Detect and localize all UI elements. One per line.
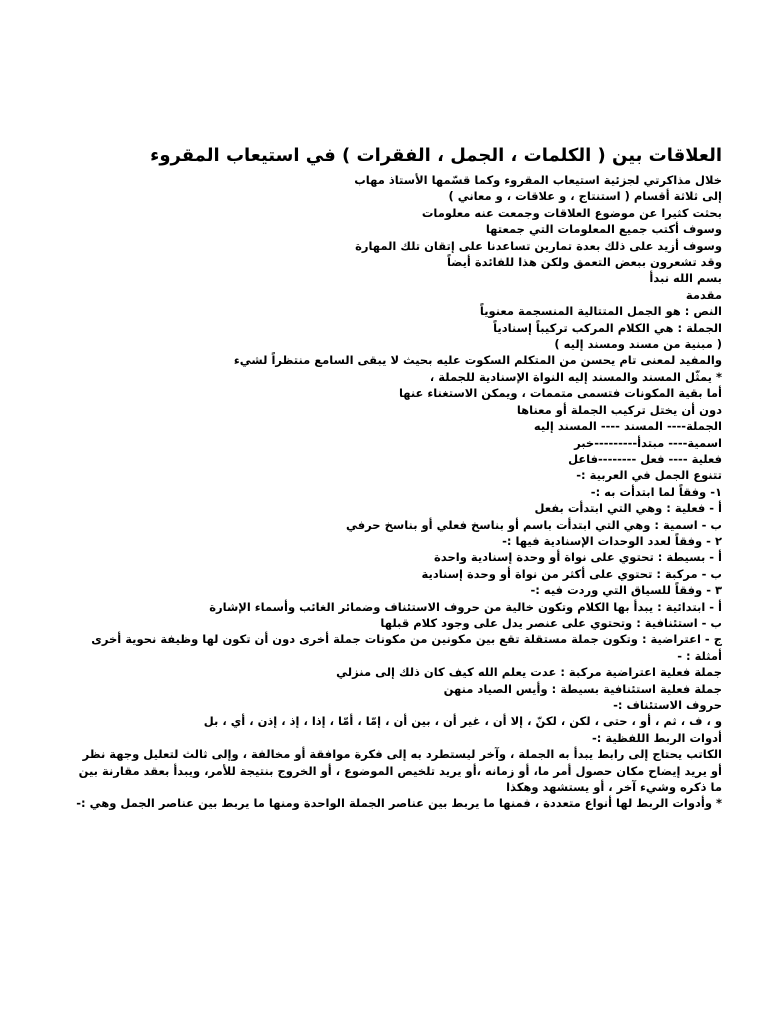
text-line: أدوات الربط اللفظية :- bbox=[591, 730, 722, 745]
text-line: ١- وفقاً لما ابتدأت به :- bbox=[590, 484, 722, 499]
document-page bbox=[72, 140, 722, 812]
text-line: وقد تشعرون ببعض التعمق ولكن هذا للفائدة أيضاً bbox=[446, 255, 722, 270]
text-line: الكاتب يحتاج إلى رابط يبدأ به الجملة ، وآخر ليستطرد به إلى فكرة موافقة أو مخالفة ، وإلى ثالث لتعليل وجهة نظر أو يريد إيضاح مكان حصول أمر ما، أو زمانه ،أو يريد تلخيص الموضوع ، أو الخروج بنتيجة للأمر، ويبدأ بعقد مقارنة بين ما ذكره وشيء آخر ، أو يستشهد وهكذا bbox=[78, 747, 722, 795]
text-line: أمثلة : - bbox=[677, 648, 722, 663]
text-line: فعلية ---- فعل --------فاعل bbox=[568, 451, 722, 466]
text-line: ( مبنية من مسند ومسند إليه ) bbox=[554, 337, 722, 352]
text-line: أما بقية المكونات فتسمى متممات ، ويمكن الاستغناء عنها bbox=[398, 386, 722, 401]
text-line: * يمثّل المسند والمسند إليه النواة الإسنادية للجملة ، bbox=[429, 369, 722, 384]
text-line: تتنوع الجمل في العربية :- bbox=[576, 468, 722, 483]
text-line: ب - استئنافية : وتحتوي على عنصر يدل على وجود كلام قبلها bbox=[380, 615, 722, 630]
text-line: ج - اعتراضية : وتكون جملة مستقلة تقع بين مكونين من مكونات جملة أخرى دون أن تكون لها وظيفة نحوية أخرى bbox=[91, 632, 722, 647]
text-line: بحثت كثيرا عن موضوع العلاقات وجمعت عنه معلومات bbox=[421, 205, 722, 220]
text-line: أ - بسيطة : تحتوي على نواة أو وحدة إسنادية واحدة bbox=[434, 550, 722, 565]
text-line: إلى ثلاثة أقسام ( استنتاج ، و علاقات ، و معاني ) bbox=[448, 189, 722, 204]
text-line: اسمية---- مبتدأ---------خبر bbox=[574, 435, 722, 450]
text-line: خلال مذاكرتي لجزئية استيعاب المقروء وكما قسّمها الأستاذ مهاب bbox=[354, 173, 722, 187]
text-line: أ - فعلية : وهي التي ابتدأت بفعل bbox=[534, 501, 722, 516]
text-line: ب - اسمية : وهي التي ابتدأت باسم أو بناسخ فعلي أو بناسخ حرفي bbox=[345, 517, 722, 532]
text-line: الجملة : هي الكلام المركب تركيباً إسنادياً bbox=[493, 320, 722, 335]
text-line: و ، ف ، ثم ، أو ، حتى ، لكن ، لكنّ ، إلا أن ، غير أن ، بين أن ، إمّا ، أمّا ، إذا ، إذ ، إذن ، أي ، بل bbox=[203, 714, 722, 729]
text-line: جملة فعلية اعتراضية مركبة : عدت يعلم الله كيف كان ذلك إلى منزلي bbox=[336, 665, 722, 680]
text-line: ٢ - وفقاً لعدد الوحدات الإسنادية فيها :- bbox=[502, 533, 722, 548]
document-body bbox=[72, 172, 722, 812]
text-line: بسم الله نبدأ bbox=[649, 271, 722, 286]
document-title: العلاقات بين ( الكلمات ، الجمل ، الفقرات ) في استيعاب المقروء bbox=[150, 145, 722, 166]
text-line: أ - ابتدائية : يبدأ بها الكلام وتكون خالية من حروف الاستئناف وضمائر الغائب وأسماء الإشارة bbox=[209, 599, 722, 614]
text-line: النص : هو الجمل المتتالية المنسجمة معنوياً bbox=[479, 304, 722, 319]
text-line: وسوف أزيد على ذلك بعدة تمارين تساعدنا على إتقان تلك المهارة bbox=[355, 238, 722, 253]
text-line: حروف الاستئناف :- bbox=[613, 698, 722, 712]
text-line: ٣ - وفقاً للسياق التي وردت فيه :- bbox=[530, 583, 722, 598]
text-line: دون أن يختل تركيب الجملة أو معناها bbox=[516, 402, 722, 417]
text-line: والمفيد لمعنى تام يحسن من المتكلم السكوت عليه بحيث لا يبقى السامع منتظراً لشيء bbox=[233, 353, 722, 368]
text-line: وسوف أكتب جميع المعلومات التي جمعتها bbox=[485, 222, 722, 237]
text-line: جملة فعلية استئنافية بسيطة : وأيس الصياد منهن bbox=[443, 681, 722, 696]
text-line: * وأدوات الربط لها أنواع متعددة ، فمنها ما يربط بين عناصر الجملة الواحدة ومنها ما يربط بين عناصر الجمل وهي :- bbox=[76, 796, 722, 811]
text-line: الجملة---- المسند ---- المسند إليه bbox=[533, 419, 722, 434]
text-line: ب - مركبة : تحتوي على أكثر من نواة أو وحدة إسنادية bbox=[421, 566, 722, 581]
text-line: مقدمة bbox=[685, 287, 722, 302]
